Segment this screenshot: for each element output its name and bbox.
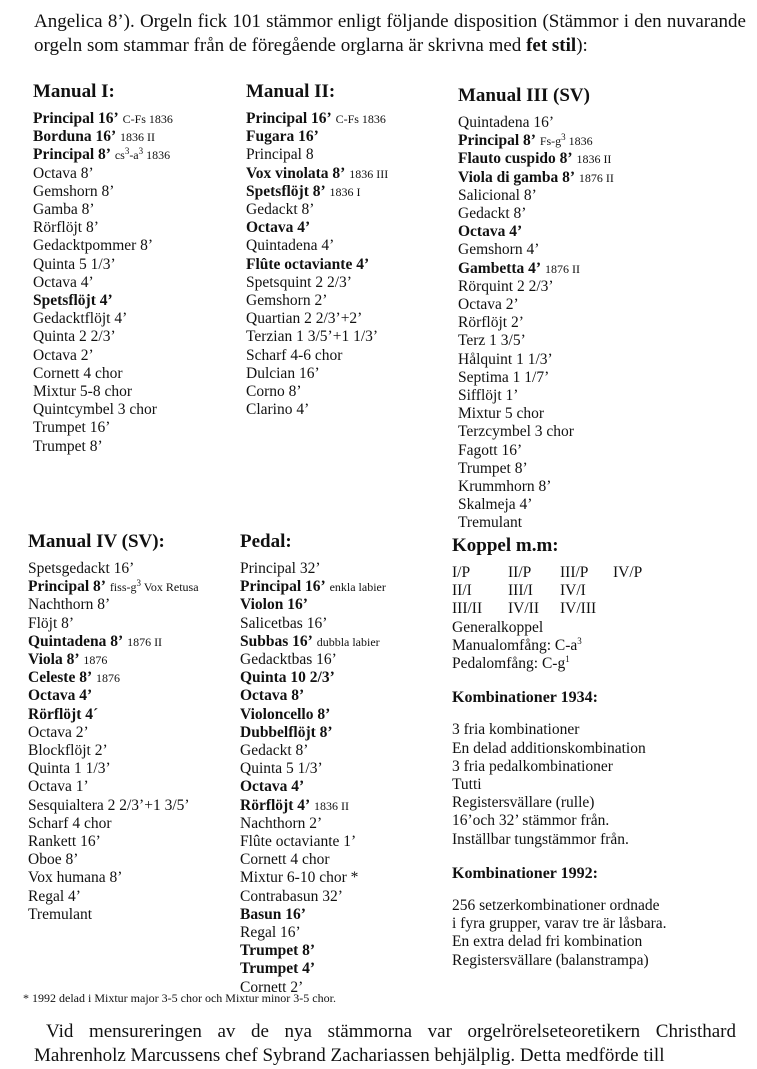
stop-note: $cs^3-a^3$ 1836: [114, 146, 171, 163]
stop-name: Blockflöjt 2’: [28, 742, 108, 760]
koppel-cell: IV/P: [613, 564, 643, 581]
stop-item: [246, 256, 388, 274]
stop-name: Nachthorn 8’: [28, 596, 111, 614]
stop-name: Octava 2’: [33, 346, 94, 364]
stop-item: [33, 219, 173, 237]
stop-item: [240, 942, 386, 960]
column-title: Pedal:: [240, 531, 292, 552]
stop-name: Principal 16’: [33, 110, 119, 127]
koppel-lines: [452, 619, 667, 674]
stop-item: [458, 442, 614, 460]
stop-item: [33, 419, 173, 437]
stop-item: [240, 833, 386, 851]
koppel-line: Generalkoppel: [452, 618, 544, 636]
stop-name: Scharf 4 chor: [28, 814, 112, 832]
stop-name: Principal 16’: [240, 578, 326, 596]
column-title: Manual II:: [246, 81, 336, 102]
stop-name: Mixtur 5 chor: [458, 405, 545, 423]
stop-item: [240, 706, 386, 724]
kombination-line: Registersvällare (rulle): [452, 794, 595, 812]
stop-item: [33, 347, 173, 365]
koppel-cell: III/P: [560, 564, 589, 581]
stop-item: [246, 347, 388, 365]
stop-name: Rörflöjt 2’: [458, 314, 524, 332]
stop-item: [240, 815, 386, 833]
stop-item: [246, 292, 388, 310]
stop-name: Gedackt 8’: [240, 742, 309, 760]
stop-item: [240, 760, 386, 778]
stop-item: [246, 365, 388, 383]
stop-name: Violon 16’: [240, 596, 308, 614]
stop-item: [240, 560, 386, 578]
stop-item: [458, 205, 614, 223]
koppel-line: Manualomfång: $C-a^3$: [452, 635, 582, 654]
stop-item: [240, 687, 386, 705]
stop-item: [458, 169, 614, 187]
stop-name: Octava 8’: [33, 164, 94, 182]
stop-name: Borduna 16’: [33, 128, 117, 146]
stop-item: [33, 328, 173, 346]
koppel-cell: [613, 582, 663, 600]
stop-name: Dulcian 16’: [246, 364, 320, 382]
stop-name: Principal 8’: [458, 132, 536, 150]
kombination-line: En extra delad fri kombination: [452, 933, 643, 951]
stop-name: Trumpet 8’: [240, 942, 316, 960]
stop-name: Regal 4’: [28, 887, 81, 905]
stop-name: Regal 16’: [240, 924, 301, 942]
stop-item: [458, 496, 614, 514]
koppel-line: Pedalomfång: $C-g^1$: [452, 653, 570, 673]
kombination-line: Registersvällare (balanstrampa): [452, 951, 649, 969]
stop-item: [28, 724, 199, 742]
stop-name: Oboe 8’: [28, 851, 79, 869]
stop-item: [458, 223, 614, 241]
stop-item: [28, 706, 199, 724]
stop-name: Mixtur 5-8 chor: [33, 383, 133, 401]
stop-name: Gedacktpommer 8’: [33, 237, 154, 255]
stop-item: [33, 401, 173, 419]
stop-item: [246, 183, 388, 201]
stop-item: [240, 742, 386, 760]
stop-note: 1876 II: [578, 170, 614, 185]
stop-name: Terz 1 3/5’: [458, 332, 526, 350]
stop-name: Salicional 8’: [458, 186, 537, 204]
stop-item: [458, 278, 614, 296]
kombinationer-1934-list: [452, 721, 667, 848]
stop-item: [246, 219, 388, 237]
stop-item: [240, 797, 386, 815]
stop-note: enkla labier: [329, 580, 386, 595]
stop-item: [28, 742, 199, 760]
stop-item: [458, 260, 614, 278]
stop-item: [240, 578, 386, 596]
stop-item: [28, 888, 199, 906]
kombination-line: 256 setzerkombinationer ordnade: [452, 897, 660, 915]
manual-4-column: [28, 530, 199, 924]
stop-name: Rörquint 2 2/3’: [458, 277, 554, 295]
stop-name: Gedacktbas 16’: [240, 651, 337, 669]
stop-item: [246, 401, 388, 419]
koppel-title: Koppel m.m:: [452, 535, 559, 556]
stop-name: Quinta 5 1/3’: [240, 760, 323, 778]
stop-note: $Fs-g^3$ 1836: [539, 132, 593, 149]
stop-item: [458, 187, 614, 205]
stop-name: Rörflöjt 4´: [28, 705, 99, 723]
kombination-line: 3 fria kombinationer: [452, 721, 580, 739]
stop-name: Principal 8’: [28, 578, 106, 596]
stop-item: [28, 778, 199, 796]
stop-item: [246, 383, 388, 401]
stop-item: [458, 514, 614, 532]
stop-item: [458, 369, 614, 387]
stop-name: Quartian 2 2/3’+2’: [246, 310, 363, 328]
stop-item: [246, 201, 388, 219]
stop-name: Tremulant: [28, 905, 93, 923]
stop-item: [33, 201, 173, 219]
stop-item: [240, 651, 386, 669]
stop-item: [246, 237, 388, 255]
stop-name: Sifflöjt 1’: [458, 387, 519, 405]
koppel-cell: III/I: [508, 582, 533, 600]
stop-note: 1876 II: [127, 634, 163, 649]
stop-note: C-Fs 1836: [122, 112, 173, 126]
stop-note: C-Fs 1836: [335, 112, 386, 126]
stop-name: Flûte octaviante 4’: [246, 255, 370, 273]
stop-name: Fagott 16’: [458, 441, 523, 459]
stop-note: 1836 I: [329, 184, 361, 199]
stop-item: [240, 633, 386, 651]
stop-name: Gemshorn 2’: [246, 292, 328, 310]
stop-name: Quintadena 8’: [28, 632, 124, 650]
stop-name: Gamba 8’: [33, 201, 95, 219]
stop-item: [458, 423, 614, 441]
stop-name: Subbas 16’: [240, 632, 313, 650]
stop-item: [28, 651, 199, 669]
kombination-line: Tutti: [452, 776, 482, 794]
stop-name: Terzian 1 3/5’+1 1/3’: [246, 328, 379, 346]
stop-item: [246, 274, 388, 292]
stop-name: Vox vinolata 8’: [246, 164, 346, 182]
stop-name: Cornett 4 chor: [240, 851, 330, 869]
stop-item: [458, 405, 614, 423]
stop-item: [33, 146, 173, 164]
stop-name: Rörflöjt 4’: [240, 796, 311, 814]
stop-name: Octava 1’: [28, 778, 89, 796]
stop-name: Flûte octaviante 1’: [240, 833, 357, 851]
stop-item: [33, 165, 173, 183]
stop-name: Terzcymbel 3 chor: [458, 423, 574, 441]
stop-name: Spetsflöjt 8’: [246, 182, 326, 200]
stop-name: Gemshorn 8’: [33, 182, 115, 200]
stop-item: [458, 150, 614, 168]
stop-name: Octava 8’: [240, 687, 305, 705]
stop-name: Vox humana 8’: [28, 869, 123, 887]
column-title: Manual III (SV): [458, 85, 590, 106]
stop-note: fiss-$g^3$ Vox Retusa: [109, 578, 199, 595]
stop-item: [33, 383, 173, 401]
kombination-line: i fyra grupper, varav tre är låsbara.: [452, 915, 667, 933]
stop-name: Clarino 4’: [246, 401, 310, 419]
stop-item: [458, 314, 614, 332]
stop-name: Flöjt 8’: [28, 614, 75, 632]
stop-name: Salicetbas 16’: [240, 614, 328, 632]
stop-name: Quinta 10 2/3’: [240, 669, 335, 687]
stop-name: Principal 8: [246, 146, 314, 164]
stop-note: 1836 III: [349, 166, 389, 181]
stop-item: [28, 687, 199, 705]
stop-note: 1876: [96, 671, 120, 686]
stop-name: Sesquialtera 2 2/3’+1 3/5’: [28, 796, 190, 814]
stop-item: [458, 387, 614, 405]
stop-item: [28, 669, 199, 687]
kombinationer-1934-title: Kombinationer 1934:: [452, 689, 598, 707]
stop-name: Octava 4’: [28, 687, 93, 705]
stop-item: [28, 797, 199, 815]
stop-name: Corno 8’: [246, 383, 302, 401]
kombination-line: Inställbar tungstämmor från.: [452, 830, 629, 848]
stop-item: [240, 960, 386, 978]
stop-item: [33, 110, 173, 128]
stop-item: [33, 128, 173, 146]
stop-name: Viola di gamba 8’: [458, 168, 575, 186]
intro-paragraph: Angelica 8’). Orgeln fick 101 stämmor enligt följande disposition (Stämmor i den nuvarande orgeln som stammar från de föregående orglarna är skrivna med fet stil):: [34, 11, 746, 56]
pedal-column: [240, 530, 386, 997]
stop-name: Krummhorn 8’: [458, 478, 552, 496]
stop-name: Principal 32’: [240, 560, 321, 577]
stop-name: Principal 8’: [33, 146, 111, 164]
outro-paragraph: Vid mensureringen av de nya stämmorna var orgelrörelseteoretikern Christhard Mahrenholz Marcussens chef Sybrand Zachariassen behjälplig. Detta medförde till: [34, 1021, 736, 1066]
stop-name: Quintadena 4’: [246, 237, 335, 255]
stop-name: Quinta 1 1/3’: [28, 760, 111, 778]
stop-item: [28, 560, 199, 578]
koppel-cell: IV/II: [508, 600, 539, 618]
stop-name: Spetsflöjt 4’: [33, 292, 113, 310]
stop-name: Rankett 16’: [28, 833, 101, 851]
kombinationer-1992-title: Kombinationer 1992:: [452, 864, 598, 882]
koppel-cell: IV/I: [560, 582, 586, 600]
stop-name: Nachthorn 2’: [240, 814, 323, 832]
stop-item: [458, 132, 614, 150]
stop-name: Flauto cuspido 8’: [458, 150, 573, 168]
stop-item: [240, 615, 386, 633]
stop-item: [458, 241, 614, 259]
koppel-cell: IV/III: [560, 600, 597, 618]
manual-1-column: [33, 80, 173, 456]
manual-3-column: [458, 84, 614, 533]
stop-name: Octava 2’: [28, 723, 89, 741]
stop-name: Octava 4’: [240, 778, 305, 796]
koppel-cell: [613, 600, 663, 618]
stop-note: 1876: [83, 653, 108, 668]
stop-item: [28, 906, 199, 924]
stop-item: [458, 114, 614, 132]
stop-item: [458, 478, 614, 496]
stop-note: dubbla labier: [316, 634, 380, 649]
koppel-column: [452, 534, 667, 970]
stop-item: [33, 256, 173, 274]
stop-item: [28, 578, 199, 596]
stop-item: [240, 669, 386, 687]
stop-name: Tremulant: [458, 514, 523, 532]
stop-item: [240, 851, 386, 869]
koppel-cell: III/II: [452, 600, 483, 618]
stop-item: [240, 888, 386, 906]
stop-name: Septima 1 1/7’: [458, 368, 550, 386]
stop-name: Violoncello 8’: [240, 705, 331, 723]
stop-name: Celeste 8’: [28, 669, 93, 687]
stop-item: [240, 724, 386, 742]
column-title: Manual IV (SV):: [28, 531, 165, 552]
stop-item: [33, 237, 173, 255]
stop-name: Quinta 2 2/3’: [33, 328, 116, 346]
footnote: * 1992 delad i Mixtur major 3-5 chor och Mixtur minor 3-5 chor.: [23, 991, 336, 1005]
stop-name: Trumpet 4’: [240, 960, 316, 978]
stop-item: [28, 815, 199, 833]
stop-name: Skalmeja 4’: [458, 496, 533, 514]
stop-name: Contrabasun 32’: [240, 887, 343, 905]
stop-item: [458, 460, 614, 478]
stop-item: [246, 146, 388, 164]
stop-name: Spetsgedackt 16’: [28, 560, 135, 577]
stop-item: [458, 296, 614, 314]
stop-item: [28, 596, 199, 614]
stop-name: Hålquint 1 1/3’: [458, 350, 553, 368]
stop-name: Principal 16’: [246, 110, 332, 127]
kombination-line: 16’och 32’ stämmor från.: [452, 812, 610, 830]
stop-name: Cornett 2’: [240, 978, 304, 996]
stop-item: [240, 778, 386, 796]
stop-item: [33, 438, 173, 456]
stop-item: [28, 851, 199, 869]
stop-item: [246, 110, 388, 128]
stop-name: Octava 2’: [458, 296, 519, 314]
stop-item: [33, 183, 173, 201]
stop-name: Fugara 16’: [246, 128, 319, 146]
stop-note: 1836 II: [576, 152, 612, 167]
stop-name: Gedackt 8’: [246, 201, 315, 219]
stop-item: [246, 328, 388, 346]
kombination-line: En delad additionskombination: [452, 739, 646, 757]
stop-item: [458, 332, 614, 350]
koppel-grid: [452, 564, 667, 619]
stop-item: [246, 165, 388, 183]
stop-name: Trumpet 8’: [33, 437, 103, 455]
stop-name: Octava 4’: [33, 273, 94, 291]
stop-name: Cornett 4 chor: [33, 364, 123, 382]
stop-name: Scharf 4-6 chor: [246, 346, 343, 364]
stop-name: Dubbelflöjt 8’: [240, 723, 333, 741]
stop-item: [28, 633, 199, 651]
stop-item: [458, 351, 614, 369]
stop-name: Trumpet 16’: [33, 419, 111, 437]
kombination-line: 3 fria pedalkombinationer: [452, 757, 613, 775]
stop-name: Gambetta 4’: [458, 259, 542, 277]
stop-name: Gedackt 8’: [458, 205, 527, 223]
stop-note: 1876 II: [544, 261, 580, 276]
stop-name: Gedacktflöjt 4’: [33, 310, 128, 328]
stop-name: Quinta 5 1/3’: [33, 255, 116, 273]
stop-name: Quintcymbel 3 chor: [33, 401, 157, 419]
stop-name: Viola 8’: [28, 651, 80, 669]
stop-item: [28, 833, 199, 851]
stop-item: [246, 310, 388, 328]
stop-note: 1836 II: [314, 798, 350, 813]
stop-name: Basun 16’: [240, 905, 306, 923]
koppel-cell: I/P: [452, 564, 471, 581]
koppel-cell: II/P: [508, 564, 532, 581]
kombinationer-1992-list: [452, 897, 667, 970]
stop-item: [240, 924, 386, 942]
stop-item: [33, 274, 173, 292]
stop-name: Mixtur 6-10 chor *: [240, 869, 359, 887]
stop-name: Quintadena 16’: [458, 114, 554, 131]
stop-name: Rörflöjt 8’: [33, 219, 99, 237]
stop-name: Octava 4’: [246, 219, 311, 237]
koppel-cell: II/I: [452, 582, 472, 600]
stop-name: Trumpet 8’: [458, 459, 528, 477]
stop-item: [246, 128, 388, 146]
stop-item: [33, 310, 173, 328]
stop-item: [28, 760, 199, 778]
stop-name: Octava 4’: [458, 223, 523, 241]
stop-note: 1836 II: [120, 130, 155, 145]
column-title: Manual I:: [33, 81, 115, 102]
stop-item: [33, 365, 173, 383]
stop-name: Gemshorn 4’: [458, 241, 540, 259]
stop-item: [28, 615, 199, 633]
manual-2-column: [246, 80, 388, 419]
stop-item: [240, 596, 386, 614]
stop-item: [240, 906, 386, 924]
stop-item: [240, 869, 386, 887]
stop-item: [28, 869, 199, 887]
stop-item: [33, 292, 173, 310]
stop-name: Spetsquint 2 2/3’: [246, 273, 352, 291]
